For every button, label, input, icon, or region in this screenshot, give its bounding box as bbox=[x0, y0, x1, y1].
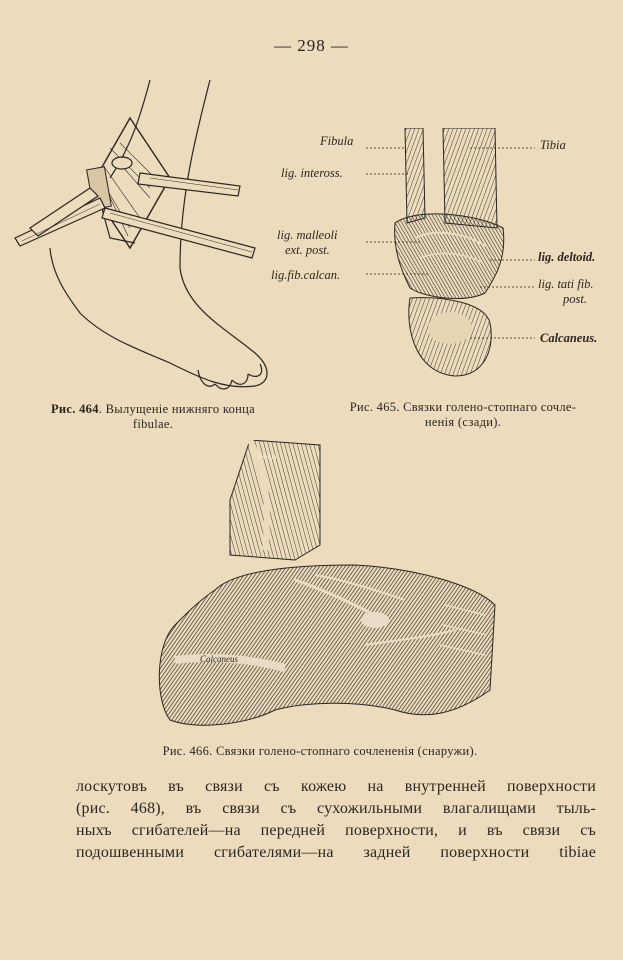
label-lig-tati-2: post. bbox=[563, 292, 587, 306]
label-tibia: Tibia bbox=[540, 138, 566, 152]
body-line-3: ныхъ сгибателей—на передней поверхности, и въ связи съ bbox=[76, 822, 596, 839]
caption-fig-465-line1: Рис. 465. Связки голено-стопнаго сочле- bbox=[349, 400, 577, 414]
caption-fig-466: Рис. 466. Связки голено-стопнаго сочлененія (снаружи). bbox=[162, 744, 478, 758]
caption-fig-465 bbox=[318, 400, 608, 430]
label-fig466-calcaneus: Calcaneus bbox=[200, 654, 238, 664]
body-line-1: лоскутовъ въ связи съ кожею на внутренней поверхности bbox=[76, 778, 596, 795]
caption-fig-464-line1: . Вылущеніе нижняго конца bbox=[98, 402, 256, 416]
figure-465-leader-lines bbox=[0, 0, 623, 400]
label-lig-tati-1: lig. tati fib. bbox=[538, 277, 594, 291]
label-calcaneus: Calcaneus. bbox=[540, 331, 598, 345]
label-lig-malleoli-1: lig. malleoli bbox=[277, 228, 338, 242]
caption-fig-465-line2: ненія (сзади). bbox=[424, 415, 502, 429]
caption-fig-464 bbox=[22, 402, 284, 432]
label-fibula: Fibula bbox=[320, 134, 354, 148]
caption-fig-464-line2: fibulae. bbox=[132, 417, 174, 431]
body-line-2: (рис. 468), въ связи съ сухожильными влагалищами тыль- bbox=[76, 800, 596, 817]
label-lig-deltoid: lig. deltoid. bbox=[538, 250, 596, 264]
caption-fig-464-number: Рис. 464 bbox=[50, 402, 99, 416]
label-lig-inteross: lig. inteross. bbox=[281, 166, 343, 180]
label-lig-malleoli-2: ext. post. bbox=[285, 243, 330, 257]
body-line-4: подошвенными сгибателями—на задней поверхности tibiae bbox=[76, 844, 596, 861]
figure-466-illustration bbox=[155, 440, 500, 735]
page-number: — 298 — bbox=[274, 36, 349, 55]
label-fig466-fibula: Fibula bbox=[258, 453, 277, 461]
label-lig-fib-calcan: lig.fib.calcan. bbox=[271, 268, 341, 282]
body-paragraph bbox=[76, 776, 596, 864]
